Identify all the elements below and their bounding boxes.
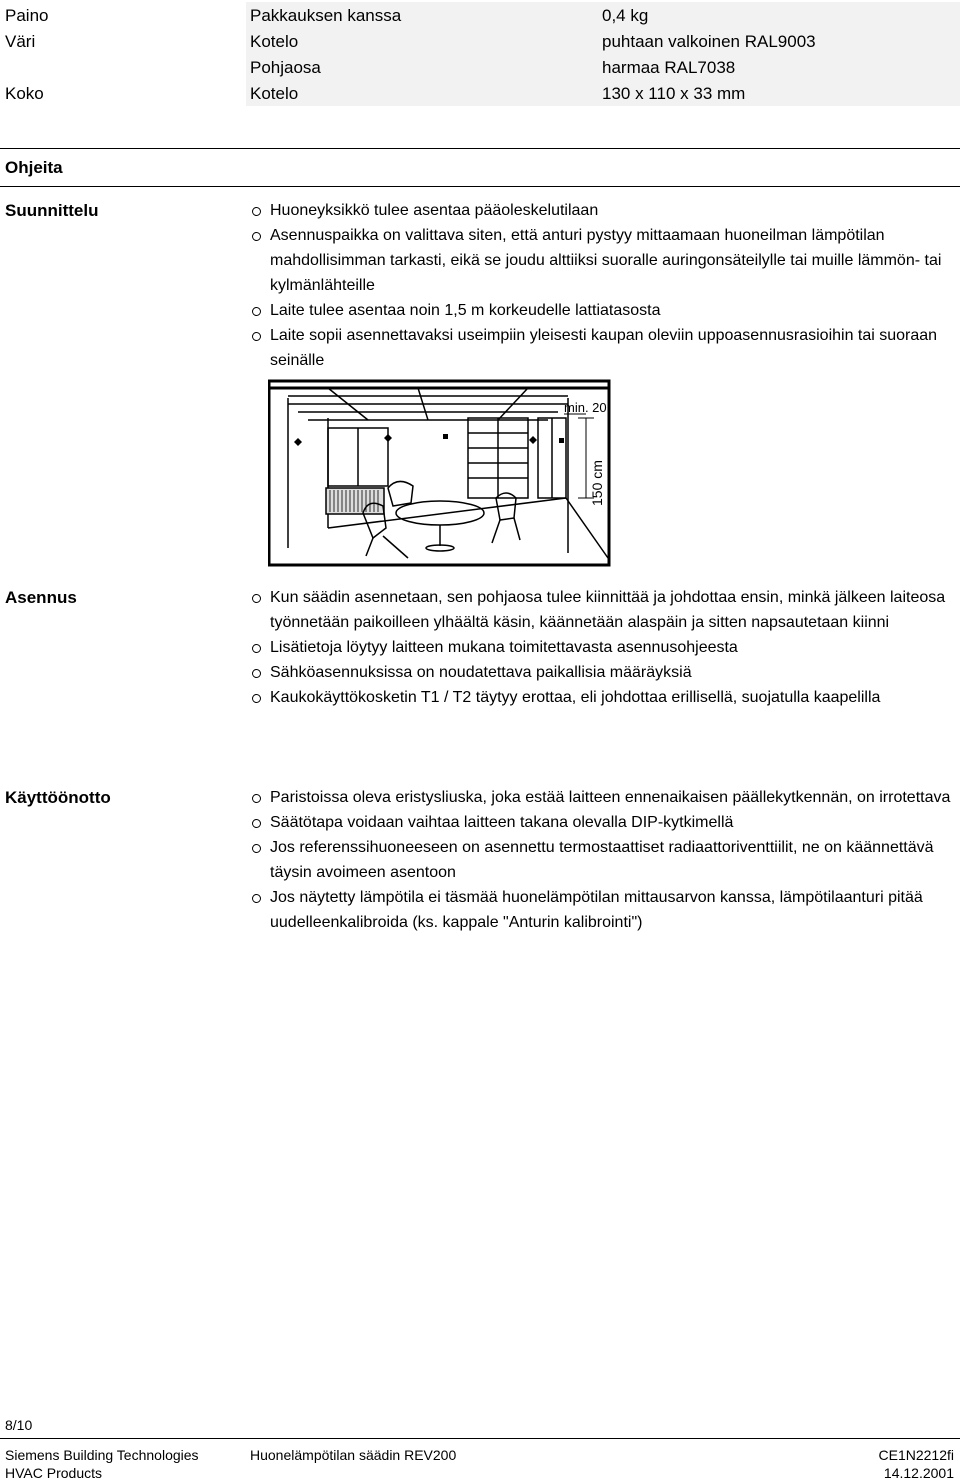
bullet-icon bbox=[252, 894, 261, 903]
spec-label: Väri bbox=[5, 32, 36, 51]
list-item: Jos referenssihuoneeseen on asennettu termostaattiset radiaattoriventtiilit, ne on käännettävä täysin avoimeen asentoon bbox=[248, 835, 956, 885]
list-item: Paristoissa oleva eristysliuska, joka estää laitteen ennenaikaisen päällekytkennän, on irrotettava bbox=[248, 785, 956, 810]
list-item: Asennuspaikka on valittava siten, että anturi pystyy mittaamaan huoneilman lämpötilan mahdollisimman tarkasti, eikä se joudu alttiiksi suoralle auringonsäteilylle tai muille lämmön- tai kylmänlähteille bbox=[248, 223, 956, 298]
spec-value: 130 x 110 x 33 mm bbox=[602, 84, 746, 103]
bullet-icon bbox=[252, 694, 261, 703]
page-number: 8/10 bbox=[5, 1417, 33, 1433]
bullet-icon bbox=[252, 794, 261, 803]
list-item: Sähköasennuksissa on noudatettava paikallisia määräyksiä bbox=[248, 660, 956, 685]
footer-divider bbox=[0, 1438, 960, 1439]
spec-value: 0,4 kg bbox=[602, 6, 649, 25]
room-illustration bbox=[268, 378, 612, 568]
spec-value: puhtaan valkoinen RAL9003 bbox=[602, 32, 816, 51]
footer-product: Huonelämpötilan säädin REV200 bbox=[250, 1447, 457, 1463]
divider-heading bbox=[0, 186, 960, 187]
list-item: Lisätietoja löytyy laitteen mukana toimitettavasta asennusohjeesta bbox=[248, 635, 956, 660]
spec-sub: Pakkauksen kanssa bbox=[250, 6, 402, 25]
section-label-suunnittelu: Suunnittelu bbox=[5, 201, 99, 220]
sensor-markers bbox=[294, 434, 564, 446]
footer-company: Siemens Building Technologies bbox=[5, 1447, 199, 1463]
label-height: 150 cm bbox=[589, 460, 605, 506]
list-item: Kun säädin asennetaan, sen pohjaosa tulee kiinnittää ja johdottaa ensin, minkä jälkeen laiteosa työnnetään paikoilleen ylhäältä käsin, käännetään alaspäin ja sitten napsautetaan kiinni bbox=[248, 585, 956, 635]
bullet-icon bbox=[252, 819, 261, 828]
list-asennus bbox=[248, 585, 956, 710]
spec-row-weight bbox=[0, 2, 960, 28]
page-heading: Ohjeita bbox=[5, 158, 63, 177]
bullet-icon bbox=[252, 232, 261, 241]
spec-sub: Kotelo bbox=[250, 84, 299, 103]
bullet-icon bbox=[252, 594, 261, 603]
spec-value: harmaa RAL7038 bbox=[602, 58, 736, 77]
list-item: Kaukokäyttökosketin T1 / T2 täytyy erottaa, eli johdottaa erillisellä, suojatulla kaapelilla bbox=[248, 685, 956, 710]
spec-row-color-base bbox=[0, 54, 960, 80]
divider-top bbox=[0, 148, 960, 149]
list-item: Jos näytetty lämpötila ei täsmää huonelämpötilan mittausarvon kanssa, lämpötilaanturi pitää uudelleenkalibroida (ks. kappale "Anturin kalibrointi") bbox=[248, 885, 956, 935]
spec-row-color-housing bbox=[0, 28, 960, 54]
list-item: Huoneyksikkö tulee asentaa pääoleskelutilaan bbox=[248, 198, 956, 223]
bullet-icon bbox=[252, 207, 261, 216]
spec-label: Paino bbox=[5, 6, 49, 25]
spec-sub: Pohjaosa bbox=[250, 58, 321, 77]
list-kayttoonotto bbox=[248, 785, 956, 935]
footer-date: 14.12.2001 bbox=[883, 1465, 954, 1481]
list-item: Laite sopii asennettavaksi useimpiin yleisesti kaupan oleviin uppoasennusrasioihin tai suoraan seinälle bbox=[248, 323, 956, 373]
list-suunnittelu bbox=[248, 198, 956, 373]
bullet-icon bbox=[252, 669, 261, 678]
section-label-asennus: Asennus bbox=[5, 588, 77, 607]
spec-label: Koko bbox=[5, 84, 44, 103]
label-min: min. 20 bbox=[564, 400, 607, 415]
footer-doc-id: CE1N2212fi bbox=[878, 1447, 954, 1463]
section-label-kayttoonotto: Käyttöönotto bbox=[5, 788, 111, 807]
spec-sub: Kotelo bbox=[250, 32, 299, 51]
room-illustration-drawing bbox=[268, 378, 612, 568]
list-item: Laite tulee asentaa noin 1,5 m korkeudelle lattiatasosta bbox=[248, 298, 956, 323]
list-item: Säätötapa voidaan vaihtaa laitteen takana olevalla DIP-kytkimellä bbox=[248, 810, 956, 835]
spec-row-size bbox=[0, 80, 960, 106]
bullet-icon bbox=[252, 307, 261, 316]
footer-division: HVAC Products bbox=[5, 1465, 102, 1481]
bullet-icon bbox=[252, 332, 261, 341]
bullet-icon bbox=[252, 844, 261, 853]
bullet-icon bbox=[252, 644, 261, 653]
